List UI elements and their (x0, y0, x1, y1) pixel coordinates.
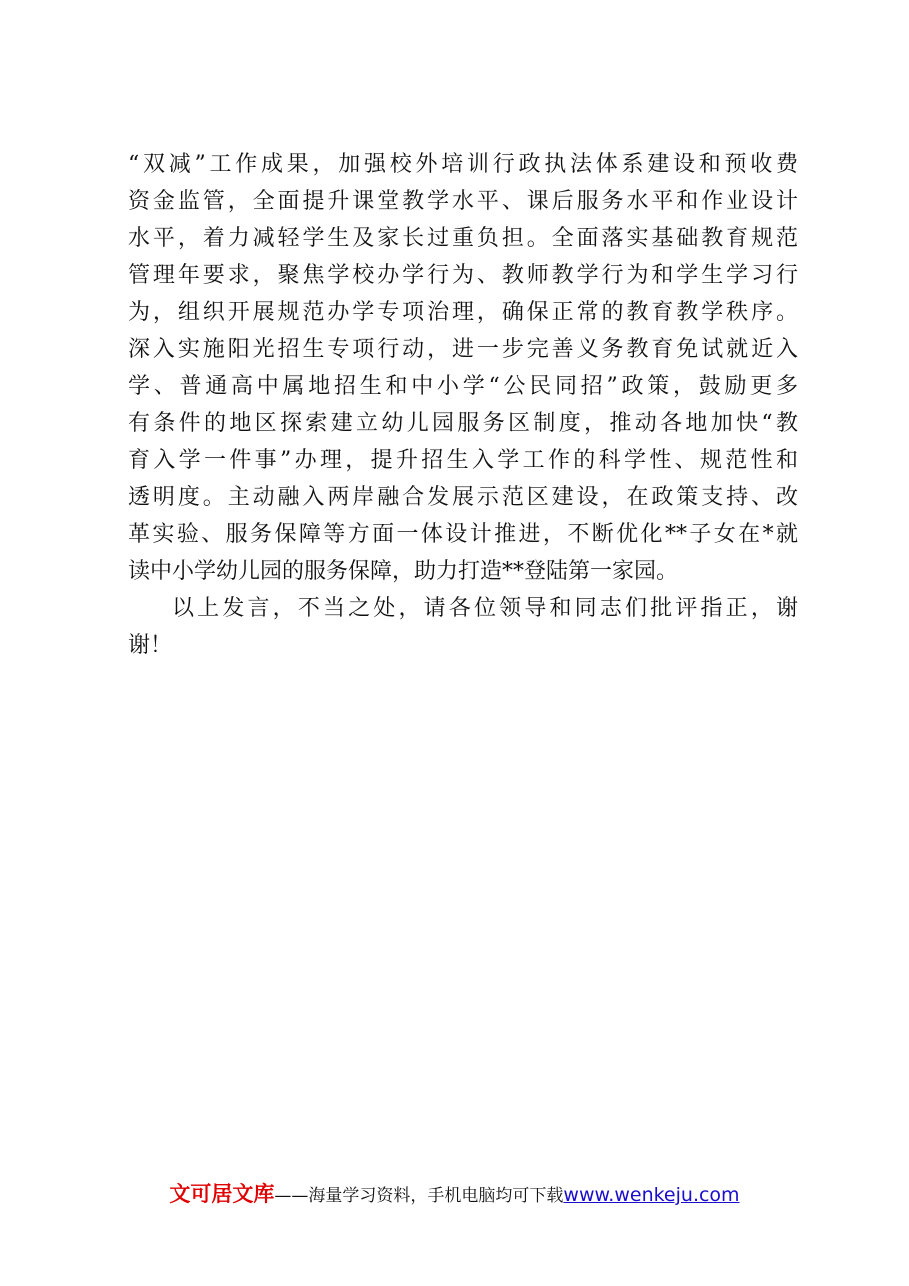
text-line: 读中小学幼儿园的服务保障，助力打造**登陆第一家园。 (128, 559, 679, 584)
closing-line: 谢！ (128, 633, 173, 658)
footer-link[interactable]: www.wenkeju.com (563, 1184, 740, 1206)
text-line: 育入学一件事”办理，提升招生入学工作的科学性、规范性和 (128, 448, 798, 473)
text-line: 为，组织开展规范办学专项治理，确保正常的教育教学秩序。 (128, 300, 798, 325)
text-line: 有条件的地区探索建立幼儿园服务区制度，推动各地加快“教 (128, 411, 798, 436)
footer-brand: 文可居文库 (169, 1182, 275, 1206)
text-line: 管理年要求，聚焦学校办学行为、教师教学行为和学生学习行 (128, 263, 798, 288)
text-line: “双减”工作成果，加强校外培训行政执法体系建设和预收费 (128, 152, 798, 177)
text-line: 学、普通高中属地招生和中小学“公民同招”政策，鼓励更多 (128, 374, 798, 399)
footer-tagline: ——海量学习资料，手机电脑均可下载 (274, 1186, 564, 1206)
text-line: 深入实施阳光招生专项行动，进一步完善义务教育免试就近入 (128, 337, 798, 362)
footer-banner (0, 1178, 909, 1208)
closing-line: 以上发言，不当之处，请各位领导和同志们批评指正，谢 (172, 596, 798, 621)
text-line: 资金监管，全面提升课堂教学水平、课后服务水平和作业设计 (128, 189, 798, 214)
text-line: 水平，着力减轻学生及家长过重负担。全面落实基础教育规范 (128, 226, 798, 251)
text-line: 革实验、服务保障等方面一体设计推进，不断优化**子女在*就 (128, 522, 798, 547)
text-line: 透明度。主动融入两岸融合发展示范区建设，在政策支持、改 (128, 485, 798, 510)
body-text (128, 146, 798, 664)
